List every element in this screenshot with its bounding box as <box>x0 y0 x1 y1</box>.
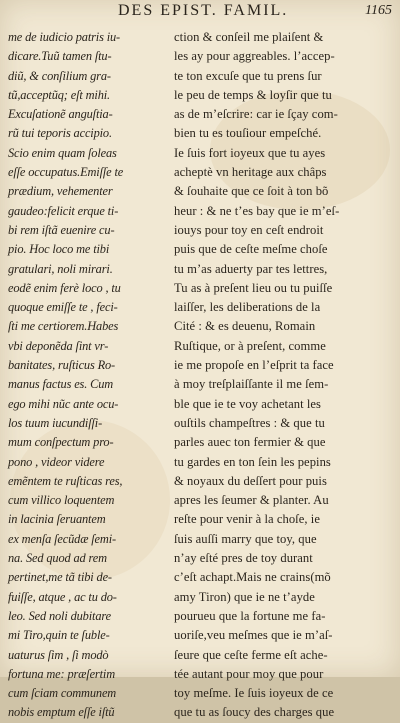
latin-text-line: in lacinia ſeruantem <box>8 512 106 527</box>
latin-text-line: Excuſationẽ anguſtia- <box>8 107 113 122</box>
latin-text-line: nobis emptum eſſe iſtũ <box>8 705 115 720</box>
running-head: DES EPIST. FAMIL. <box>118 2 289 19</box>
french-text-line: puis que de ceſte meſme choſe <box>174 242 328 257</box>
latin-text-line: tũ,acceptũq; eſt mihi. <box>8 87 110 102</box>
french-text-line: ie me propoſe en l’eſprit ta face <box>174 358 334 373</box>
french-text-line: le peu de temps & loyſir que tu <box>174 87 332 102</box>
french-text-line: te ton excuſe que tu prens ſur <box>174 68 322 83</box>
french-text-line: laiſſer, les deliberations de la <box>174 300 321 315</box>
french-text-line: acheptè vn heritage aux châps <box>174 165 327 180</box>
french-text-line: à moy treſplaiſſante il me ſem- <box>174 377 329 392</box>
latin-text-line: los tuum iucundiſſi- <box>8 415 103 430</box>
latin-text-line: rũ tui teporis accipio. <box>8 126 112 141</box>
latin-text-line: quoque emiſſe te , feci- <box>8 300 118 315</box>
latin-text-line: dicare.Tuũ tamen ſtu- <box>8 49 112 64</box>
column-gutter <box>168 30 169 670</box>
latin-text-line: cum ſciam communem <box>8 686 117 701</box>
latin-text-line: ſti me certiorem.Habes <box>8 319 119 334</box>
french-text-line: & ſouhaite que ce ſoit à ton bõ <box>174 184 329 199</box>
latin-text-line: me de iudicio patris iu- <box>8 30 121 44</box>
french-text-line: parles auec ton fermier & que <box>174 435 326 450</box>
latin-text-line: pono , videor videre <box>8 454 105 469</box>
latin-text-line: Scio enim quam ſoleas <box>8 145 117 160</box>
french-text-line: tée autant pour moy que pour <box>174 666 324 681</box>
french-text-line: bien tu es touſiour empeſché. <box>174 126 322 141</box>
french-text-line: que tu as ſoucy des charges que <box>174 705 335 720</box>
latin-text-line: ex menſa ſecũdæ ſemi- <box>8 531 116 546</box>
latin-text-line: eodẽ enim ferè loco , tu <box>8 280 121 295</box>
french-text-line: apres les ſeumer & planter. Au <box>174 493 329 508</box>
french-text-line: ble que ie te voy achetant les <box>174 396 321 411</box>
french-text-line: uoriſe,veu meſmes que ie m’aſ- <box>174 628 333 643</box>
latin-text-line: fortuna me: præſertim <box>8 666 115 681</box>
french-text-line: & noyaux du deſſert pour puis <box>174 473 327 488</box>
latin-text-line: uaturus ſim , ſi modò <box>8 647 109 662</box>
latin-text-line: manus factus es. Cum <box>8 377 114 392</box>
french-text-line: iouys pour toy en ceſt endroit <box>174 222 324 237</box>
latin-text-line: diũ, & conſilium gra- <box>8 68 111 83</box>
french-text-line: c’eſt achapt.Mais ne crains(mõ <box>174 570 331 585</box>
latin-text-line: mum conſpectum pro- <box>8 435 114 450</box>
french-text-line: heur : & ne t’es bay que ie m’eſ- <box>174 203 340 218</box>
latin-text-line: fuiſſe, atque , ac tu do- <box>8 589 117 604</box>
french-text-line: Ie ſuis fort ioyeux que tu ayes <box>174 145 326 160</box>
latin-text-line: na. Sed quod ad rem <box>8 551 107 566</box>
french-text-line: tu gardes en ton ſein les pepins <box>174 454 331 469</box>
french-text-line: toy meſme. Ie ſuis ioyeux de ce <box>174 686 334 701</box>
french-text-line: tu m’as aduerty par tes lettres, <box>174 261 328 276</box>
latin-text-line: emẽntem te ruſticas res, <box>8 473 123 488</box>
latin-text-line: vbi deponẽda ſint vr- <box>8 338 109 353</box>
latin-text-line: cum villico loquentem <box>8 493 115 508</box>
page-header <box>0 2 400 26</box>
french-text-line: Cité : & es deuenu, Romain <box>174 319 316 334</box>
latin-text-line: pio. Hoc loco me tibi <box>8 242 110 257</box>
french-text-line: ſeure que ceſte ferme eſt ache- <box>174 647 328 662</box>
latin-text-line: gratulari, noli mirari. <box>8 261 113 276</box>
french-text-line: pourueu que la fortune me fa- <box>174 608 326 623</box>
latin-text-line: eſſe occupatus.Emiſſe te <box>8 165 124 180</box>
latin-text-line: ego mihi nũc ante ocu- <box>8 396 119 411</box>
french-text-line: n’ay eſté pres de toy durant <box>174 551 313 566</box>
latin-text-line: leo. Sed noli dubitare <box>8 608 111 623</box>
french-text-line: ouſtils champeſtres : & que tu <box>174 415 325 430</box>
french-text-line: as de m’eſcrire: car ie ſçay com- <box>174 107 338 122</box>
latin-column <box>8 28 164 723</box>
french-text-line: reſte pour venir à la choſe, ie <box>174 512 320 527</box>
french-text-line: Ruſtique, or à preſent, comme <box>174 338 326 353</box>
latin-text-line: pertinet,me tã tibi de- <box>8 570 112 585</box>
french-text-line: ſuis auſſi marry que toy, que <box>174 531 317 546</box>
latin-text-line: banitates, ruſticus Ro- <box>8 358 116 373</box>
french-column <box>174 28 396 723</box>
latin-text-line: mi Tiro,quin te ſuble- <box>8 628 110 643</box>
french-text-line: Tu as à preſent lieu ou tu puiſſe <box>174 280 333 295</box>
french-text-line: ction & conſeil me plaiſent & <box>174 30 324 44</box>
french-text-line: amy Tiron) que ie ne t’ayde <box>174 589 315 604</box>
latin-text-line: bi rem iſtã euenire cu- <box>8 222 115 237</box>
french-text-line: les ay pour aggreables. l’accep- <box>174 49 335 64</box>
page-number: 1165 <box>365 3 392 18</box>
latin-text-line: prædium, vehementer <box>8 184 113 199</box>
latin-text-line: gaudeo:felicit erque ti- <box>8 203 119 218</box>
